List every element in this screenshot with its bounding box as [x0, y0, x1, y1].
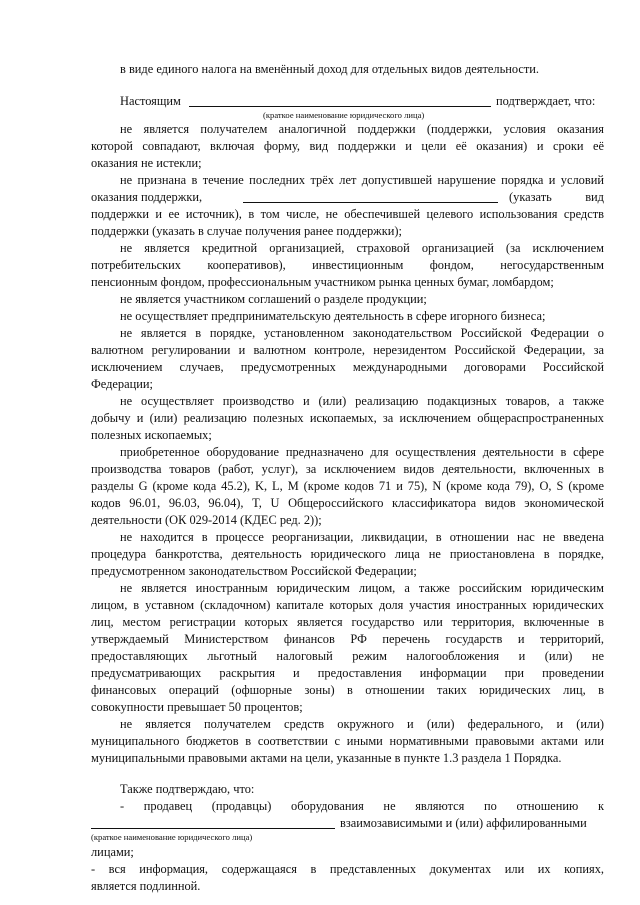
- text-line: - вся информация, содержащаяся в представленных документах или их копиях,: [91, 862, 604, 876]
- text-line: финансовых операций (офшорные зоны) в отношении таких юридических лиц, в: [91, 683, 604, 697]
- entity-name-hint: (краткое наименование юридического лица): [263, 110, 425, 120]
- text-line: не признана в течение последних трёх лет допустившей нарушение порядка и условий: [120, 173, 604, 187]
- text-line: исключением случаев, предусмотренных международными договорами Российской: [91, 360, 604, 374]
- text-line: оказания не истекли;: [91, 156, 202, 170]
- confirm-end: подтверждает, что:: [496, 94, 596, 108]
- text-line: поддержки (указать в случае получения ранее поддержки);: [91, 224, 402, 238]
- text-line: лицом, в уставном (складочном) капитале которых доля участия иностранных юридических: [91, 598, 604, 612]
- text-line: производства товаров (работ, услуг), за исключением видов деятельности, включенных в: [91, 462, 604, 476]
- text-line: не является участником соглашений о разделе продукции;: [120, 292, 427, 306]
- text-line: совокупности превышает 50 процентов;: [91, 700, 303, 714]
- text-line: не находится в процессе реорганизации, ликвидации, в отношении нас не введена: [120, 530, 604, 544]
- entity-name-blank[interactable]: [189, 106, 491, 107]
- text-line: не является кредитной организацией, страховой организацией (за исключением: [120, 241, 604, 255]
- text-line: является подлинной.: [91, 879, 201, 893]
- text-line: предусматривающих раскрытия и предоставления информации при проведении: [91, 666, 604, 680]
- text-line: - продавец (продавцы) оборудования не являются по отношению к: [120, 799, 604, 813]
- text-line: потребительских кооперативов), инвестиционным фондом, негосударственным: [91, 258, 604, 272]
- text-line: приобретенное оборудование предназначено для осуществления деятельности в сфере: [120, 445, 604, 459]
- text-line: не является получателем средств окружного и (или) федерального, и (или): [120, 717, 604, 731]
- text-line: кодов 96.01, 96.03, 96.04), T, U Общероссийского классификатора видов экономической: [91, 496, 604, 510]
- text-line: предусмотренном законодательством Российской Федерации;: [91, 564, 417, 578]
- text-line: добычу и (или) реализацию полезных ископаемых, за исключением общераспространенных: [91, 411, 604, 425]
- text-line: процедура банкротства, деятельность юридического лица не приостановлена в порядке,: [91, 547, 604, 561]
- text-line: поддержки и ее источник), в том числе, не обеспечившей целевого использования средств: [91, 207, 604, 221]
- text-line: лицами;: [91, 845, 134, 859]
- text-line: муниципальными правовыми актами на цели, указанные в пункте 1.3 раздела 1 Порядка.: [91, 751, 562, 765]
- entity-name-hint-2: (краткое наименование юридического лица): [91, 832, 253, 842]
- also-confirm-heading: Также подтверждаю, что:: [120, 782, 255, 796]
- text-line: не является получателем аналогичной поддержки (поддержки, условия оказания: [120, 122, 604, 136]
- text-line: предоставляющих льготный налоговый режим налогообложения и (или) не: [91, 649, 604, 663]
- intro-line: в виде единого налога на вменённый доход для отдельных видов деятельности.: [120, 62, 540, 76]
- text-line: не осуществляет производство и (или) реализацию подакцизных товаров, а также: [120, 394, 604, 408]
- confirm-start: Настоящим: [120, 94, 181, 108]
- text-line: разделы G (кроме кода 45.2), K, L, M (кроме кодов 71 и 75), N (кроме кода 79), O, S (кроме: [91, 479, 604, 493]
- entity-name-blank-2[interactable]: [91, 828, 335, 829]
- text-line: (указать вид: [509, 190, 604, 204]
- support-type-blank[interactable]: [243, 202, 498, 203]
- text-line: лиц, местом регистрации которых является государство или территория, включенные в: [91, 615, 604, 629]
- text-line: деятельности (ОК 029-2014 (КДЕС ред. 2));: [91, 513, 322, 527]
- text-line: оказания поддержки,: [91, 190, 203, 204]
- text-line: не является в порядке, установленном законодательством Российской Федерации о: [120, 326, 604, 340]
- text-line: муниципального бюджетов в соответствии с иными нормативными правовыми актами или: [91, 734, 604, 748]
- text-line: Федерации;: [91, 377, 153, 391]
- text-line: полезных ископаемых;: [91, 428, 212, 442]
- text-line: пенсионным фондом, профессиональным участником рынка ценных бумаг, ломбардом;: [91, 275, 554, 289]
- text-line: взаимозависимыми и (или) аффилированными: [340, 816, 587, 830]
- text-line: которой совпадают, включая форму, вид поддержки и цели её оказания) и сроки её: [91, 139, 604, 153]
- text-line: валютном регулировании и валютном контроле, нерезидентом Российской Федерации, за: [91, 343, 604, 357]
- text-line: утверждаемый Министерством финансов РФ перечень государств и территорий,: [91, 632, 604, 646]
- text-line: не является иностранным юридическим лицом, а также российским юридическим: [120, 581, 604, 595]
- text-line: не осуществляет предпринимательскую деятельность в сфере игорного бизнеса;: [120, 309, 546, 323]
